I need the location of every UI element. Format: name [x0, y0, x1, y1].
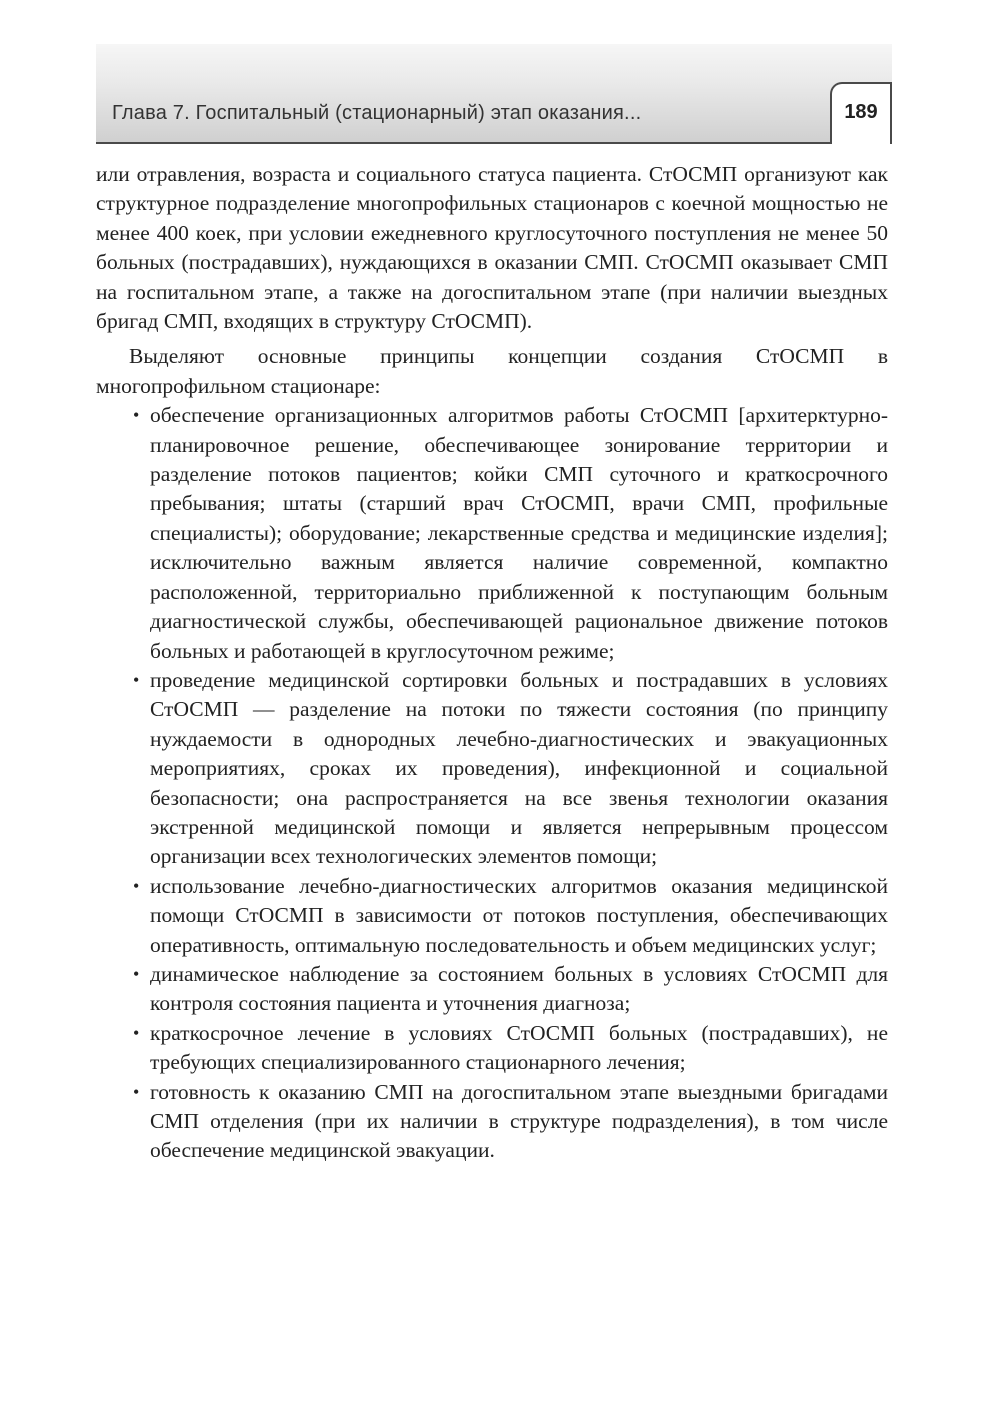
bullet-icon: • [133, 405, 140, 426]
list-item [133, 1019, 888, 1078]
bullet-icon: • [133, 963, 140, 984]
running-header [96, 44, 892, 144]
page-number: 189 [844, 101, 878, 123]
bullet-icon: • [133, 1081, 140, 1102]
list-item [133, 666, 888, 872]
header-rule [96, 142, 832, 144]
chapter-title: Глава 7. Госпитальный (стационарный) этап оказания... [112, 102, 642, 124]
bullet-icon: • [133, 875, 140, 896]
bullet-icon: • [133, 1022, 140, 1043]
list-item [133, 960, 888, 1019]
principles-list [96, 401, 888, 1166]
paragraph: Выделяют основные принципы концепции создания СтОСМП в многопрофильном стационаре: [96, 344, 888, 398]
paragraph: или отравления, возраста и социального статуса пациента. СтОСМП организуют как структурное подразделение многопрофильных стационаров с коечной мощностью не менее 400 коек, при условии ежедневного круглосуточного поступления не менее 50 больных (пострадавших), нуждающихся в оказании СМП. СтОСМП оказывает СМП на госпитальном этапе, а также на догоспитальном этапе (при наличии выездных бригад СМП, входящих в структуру СтОСМП). [96, 162, 888, 334]
list-item-text: динамическое наблюдение за состоянием больных в условиях СтОСМП для контроля состояния пациента и уточнения диагноза; [150, 961, 888, 1016]
page-body [96, 160, 888, 1166]
list-item [133, 872, 888, 960]
list-item-text: краткосрочное лечение в условиях СтОСМП больных (пострадавших), не требующих специализированного стационарного лечения; [150, 1020, 888, 1075]
list-item-text: готовность к оказанию СМП на догоспитальном этапе выездными бригадами СМП отделения (при их наличии в структуре подразделения), в том числе обеспечение медицинской эвакуации. [150, 1079, 888, 1163]
list-item-text: обеспечение организационных алгоритмов работы СтОСМП [архитерктурно-планировочное решение, обеспечивающее зонирование территории и разделение потоков пациентов; койки СМП суточного и краткосрочного пребывания; штаты (старший врач СтОСМП, врачи СМП, профильные специалисты); оборудование; лекарственные средства и медицинские изделия]; исключительно важным является наличие современной, компактно расположенной, территориально приближенной к поступающим больным диагностической службы, обеспечивающей рациональное движение потоков больных и работающей в круглосуточном режиме; [150, 403, 888, 663]
list-item [133, 401, 888, 666]
list-item [133, 1078, 888, 1166]
bullet-icon: • [133, 669, 140, 690]
list-item-text: использование лечебно-диагностических алгоритмов оказания медицинской помощи СтОСМП в зависимости от потоков поступления, обеспечивающих оперативность, оптимальную последовательность и объем медицинских услуг; [150, 873, 888, 957]
page-number-tab [830, 82, 892, 144]
list-item-text: проведение медицинской сортировки больных и пострадавших в условиях СтОСМП — разделение на потоки по тяжести состояния (по принципу нуждаемости в однородных лечебно-диагностических и эвакуационных мероприятиях, сроках их проведения), инфекционной и социальной безопасности; она распространяется на все звенья технологии оказания экстренной медицинской помощи и является непрерывным процессом организации всех технологических элементов помощи; [150, 667, 888, 869]
